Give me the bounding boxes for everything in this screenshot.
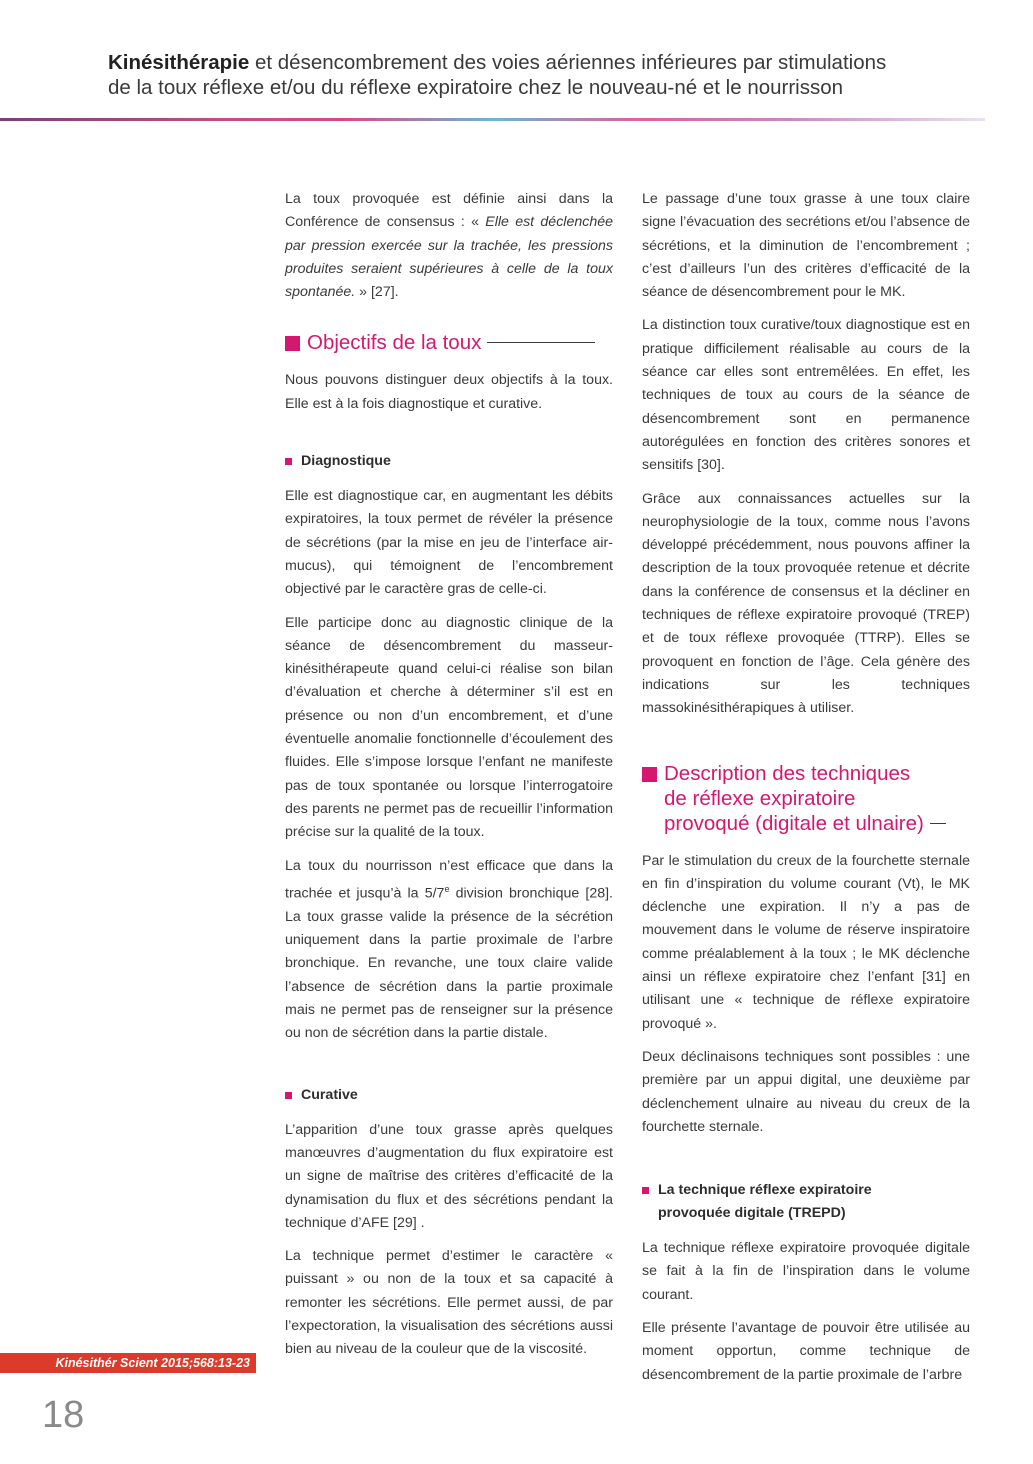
section-square-icon (642, 767, 657, 782)
paragraph-r3: Grâce aux connaissances actuelles sur la neurophysiologie de la toux, comme nous l’avons développé précédemment, nous pouvons affiner la description de la toux provoquée retenue et décrite dans la conférence de consensus et la décliner en techniques de réflexe expiratoire provoqué (TREP) et de toux réflexe provoquée (TTRP). Elles se provoquent en fonction de l’âge. Cela génère des indications sur les techniques massokinésithérapiques à utiliser. (642, 490, 970, 717)
header-line-2: de la toux réflexe et/ou du réflexe expiratoire chez le nouveau-né et le nourrisson (108, 76, 844, 99)
paragraph-r6: La technique réflexe expiratoire provoquée digitale se fait à la fin de l’inspiration dans le volume courant. (642, 1240, 970, 1303)
section-square-icon (285, 336, 300, 351)
paragraph-r5: Deux déclinaisons techniques sont possibles : une première par un appui digital, une deuxième par déclenchement ulnaire au niveau du creux de la fourchette sternale. (642, 1048, 970, 1135)
paragraph-r7: Elle présente l’avantage de pouvoir être utilisée au moment opportun, comme technique de désencombrement de la partie proximale de l’arbre (642, 1319, 970, 1383)
header-gradient-rule (0, 118, 985, 121)
subheading-curative (285, 1084, 613, 1107)
paragraph-r4: Par le stimulation du creux de la fourchette sternale en fin d’inspiration du volume courant (Vt), le MK déclenche une expiration. Il n’y a pas de mouvement dans le volume de réserve inspiratoire comme préalablement à la toux ; le MK déclenche ainsi un réflexe expiratoire chez l’enfant [31] en utilisant une « technique de réflexe expiratoire provoqué ». (642, 852, 970, 1032)
subheading-line-1: La technique réflexe expiratoire (658, 1182, 872, 1199)
subheading-line-2: provoquée digitale (TREPD) (658, 1205, 846, 1222)
paragraph-r1: Le passage d’une toux grasse à une toux claire signe l’évacuation des secrétions et/ou l’absence de sécrétions, et la diminution de l’encombrement ; c’est d’ailleurs l’un des critères d’efficacité de la séance de désencombrement pour le MK. (642, 191, 970, 301)
journal-citation: Kinésithér Scient 2015;568:13-23 (0, 1353, 256, 1373)
section-title-line-3 (664, 811, 970, 836)
left-column (285, 188, 613, 1372)
section-title: Objectifs de la toux (307, 331, 482, 355)
paragraph-diag-2: Elle participe donc au diagnostic clinique de la séance de désencombrement du masseur-kinésithérapeute quand celui-ci réalise son bilan d’évaluation et cherche à déterminer s’il est en présence ou non d’un encombrement, et d’une éventuelle anomalie fonctionnelle d’écoulement des fluides. Elle s’impose lorsque l’enfant ne manifeste pas de toux spontanée ou lorsque l’interrogatoire des parents ne permet pas de recueillir l’information précise sur la qualité de la toux. (285, 614, 613, 841)
paragraph-r2: La distinction toux curative/toux diagnostique est en pratique difficilement réalisable au cours de la séance car elles sont entremêlées. En effet, les techniques de toux au cours de la séance de désencombrement sont en permanence autorégulées en fonction des critères sonores et sensitifs [30]. (642, 317, 970, 474)
intro-text-a: La toux provoquée est définie ainsi dans la Conférence de consensus : « (285, 191, 613, 231)
header-title-rest: et désencombrement des voies aériennes inférieures par stimulations (249, 51, 887, 74)
bullet-square-icon (285, 458, 292, 465)
paragraph-intro (285, 188, 613, 304)
header-title-bold: Kinésithérapie (108, 51, 250, 74)
page-number: 18 (42, 1394, 85, 1436)
paragraph-cur-1: L’apparition d’une toux grasse après quelques manœuvres d’augmentation du flux expiratoire est un signe de maîtrise des critères d’efficacité de la dynamisation du flux et des sécrétions pendant la technique d’AFE [29] . (285, 1121, 613, 1231)
subheading-trepd (642, 1179, 970, 1225)
intro-quote: Elle est déclenchée par pression exercée sur la trachée, les pressions produites seraient supérieures à celle de la toux spontanée. (285, 214, 613, 301)
section-title-line-1: Description des techniques (664, 761, 911, 785)
diag3-text-a: La toux du nourrisson n’est efficace que dans la trachée et jusqu’à la 5/7 (285, 857, 613, 902)
right-column (642, 188, 970, 1397)
heading-rule (487, 342, 595, 343)
heading-rule (930, 823, 946, 824)
section-title-line-3-text: provoqué (digitale et ulnaire) (664, 811, 924, 835)
paragraph-cur-2: La technique permet d’estimer le caractère « puissant » ou non de la toux et sa capacité à remonter les sécrétions. Elle permet aussi, de par l’expectoration, la visualisation des sécrétions aussi bien au niveau de la couleur que de la viscosité. (285, 1248, 613, 1358)
diag3-text-b: division bronchique [28]. La toux grasse valide la présence de la sécrétion uniquement dans la partie proximale de l’arbre bronchique. En revanche, une toux claire valide l’absence de sécrétion dans la partie proximale mais ne permet pas de renseigner sur la présence ou non de sécrétion dans la partie distale. (285, 885, 613, 1042)
subheading-title: Curative (301, 1086, 358, 1103)
bullet-square-icon (642, 1187, 649, 1194)
section-title-line-2: de réflexe expiratoire (664, 786, 856, 810)
section-heading-description (642, 761, 970, 836)
bullet-square-icon (285, 1092, 292, 1099)
subheading-title: Diagnostique (301, 453, 391, 470)
header-line-1 (108, 50, 988, 75)
paragraph-diag-1: Elle est diagnostique car, en augmentant les débits expiratoires, la toux permet de révéler la présence de sécrétions (par la mise en jeu de l’interface air-mucus), qui témoignent de l’encombrement objectivé par le caractère gras de celle-ci. (285, 488, 613, 598)
diag3-superscript: e (444, 883, 450, 894)
subheading-diagnostique (285, 450, 613, 473)
intro-text-b: » [27]. (355, 284, 399, 301)
running-header (108, 50, 988, 100)
section-heading-objectifs (285, 330, 613, 355)
paragraph-objectifs: Nous pouvons distinguer deux objectifs à la toux. Elle est à la fois diagnostique et curative. (285, 372, 613, 412)
paragraph-diag-3 (285, 855, 613, 1046)
